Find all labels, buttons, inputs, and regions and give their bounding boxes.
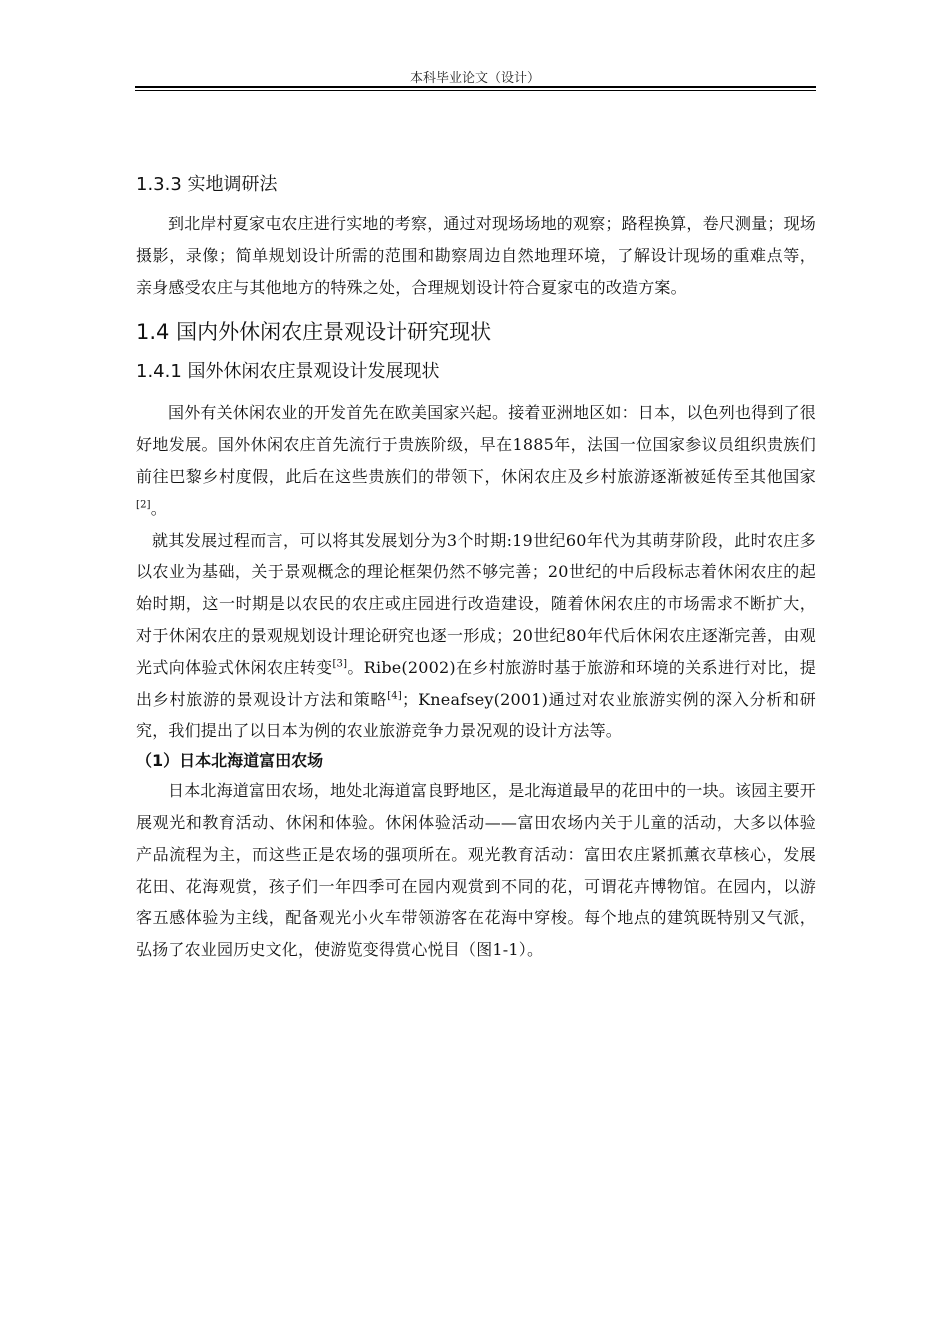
heading-tomita-farm: （1）日本北海道富田农场 [136, 751, 324, 771]
header-title: 本科毕业论文（设计） [409, 71, 540, 86]
paragraph-development-periods [136, 525, 816, 748]
citation-2: [2] [136, 499, 151, 511]
heading-1-4: 1.4 国内外休闲农庄景观设计研究现状 [136, 320, 492, 345]
para-text-end: 。 [150, 498, 167, 518]
para-text-a: 就其发展过程而言，可以将其发展划分为3个时期:19世纪60年代为其萌芽阶段，此时农庄多以农业为基础，关于景观概念的理论框架仍然不够完善；20世纪的中后段标志着休闲农庄的起始时期，这一时期是以农民的农庄或庄园进行改造建设，随着休闲农庄的市场需求不断扩大，对于休闲农庄的景观规划设计理论研究也逐一形成；20世纪80年代后休闲农庄逐渐完善，由观光式向体验式休闲农庄转变 [136, 530, 816, 677]
para-text-b: 。Ribe(2002)在乡村旅游时基于旅游和环境的关系进行对比，提出乡村旅游的景观设计方法和策略 [136, 657, 816, 709]
heading-1-3-3: 1.3.3 实地调研法 [136, 174, 278, 195]
page-content [136, 170, 816, 966]
citation-3: [3] [332, 658, 348, 670]
header-rule [135, 86, 816, 88]
para-text-c: ；Kneafsey(2001)通过对农业旅游实例的深入分析和研究，我们提出了以日本为例的农业旅游竞争力景况观的设计方法等。 [136, 689, 816, 741]
para-text: 国外有关休闲农业的开发首先在欧美国家兴起。接着亚洲地区如：日本，以色列也得到了很好地发展。国外休闲农庄首先流行于贵族阶级，早在1885年，法国一位国家参议员组织贵族们前往巴黎乡村度假，此后在这些贵族们的带领下，休闲农庄及乡村旅游逐渐被延传至其他国家 [136, 403, 817, 486]
paragraph-foreign-development [136, 397, 816, 524]
paragraph-field-research: 到北岸村夏家屯农庄进行实地的考察，通过对现场场地的观察；路程换算，卷尺测量；现场摄影，录像；简单规划设计所需的范围和勘察周边自然地理环境，了解设计现场的重难点等，亲身感受农庄与其他地方的特殊之处，合理规划设计符合夏家屯的改造方案。 [136, 214, 817, 297]
heading-1-4-1: 1.4.1 国外休闲农庄景观设计发展现状 [136, 361, 440, 383]
header-rule-thin [135, 90, 816, 91]
citation-4: [4] [387, 690, 402, 702]
paragraph-tomita-farm: 日本北海道富田农场，地处北海道富良野地区，是北海道最早的花田中的一块。该园主要开展观光和教育活动、休闲和体验。休闲体验活动——富田农场内关于儿童的活动，大多以体验产品流程为主，而这些正是农场的强项所在。观光教育活动：富田农庄紧抓薰衣草核心，发展花田、花海观赏，孩子们一年四季可在园内观赏到不同的花，可谓花卉博物馆。在园内，以游客五感体验为主线，配备观光小火车带领游客在花海中穿梭。每个地点的建筑既特别又气派，弘扬了农业园历史文化，使游览变得赏心悦目（图1-1）。 [136, 781, 817, 960]
